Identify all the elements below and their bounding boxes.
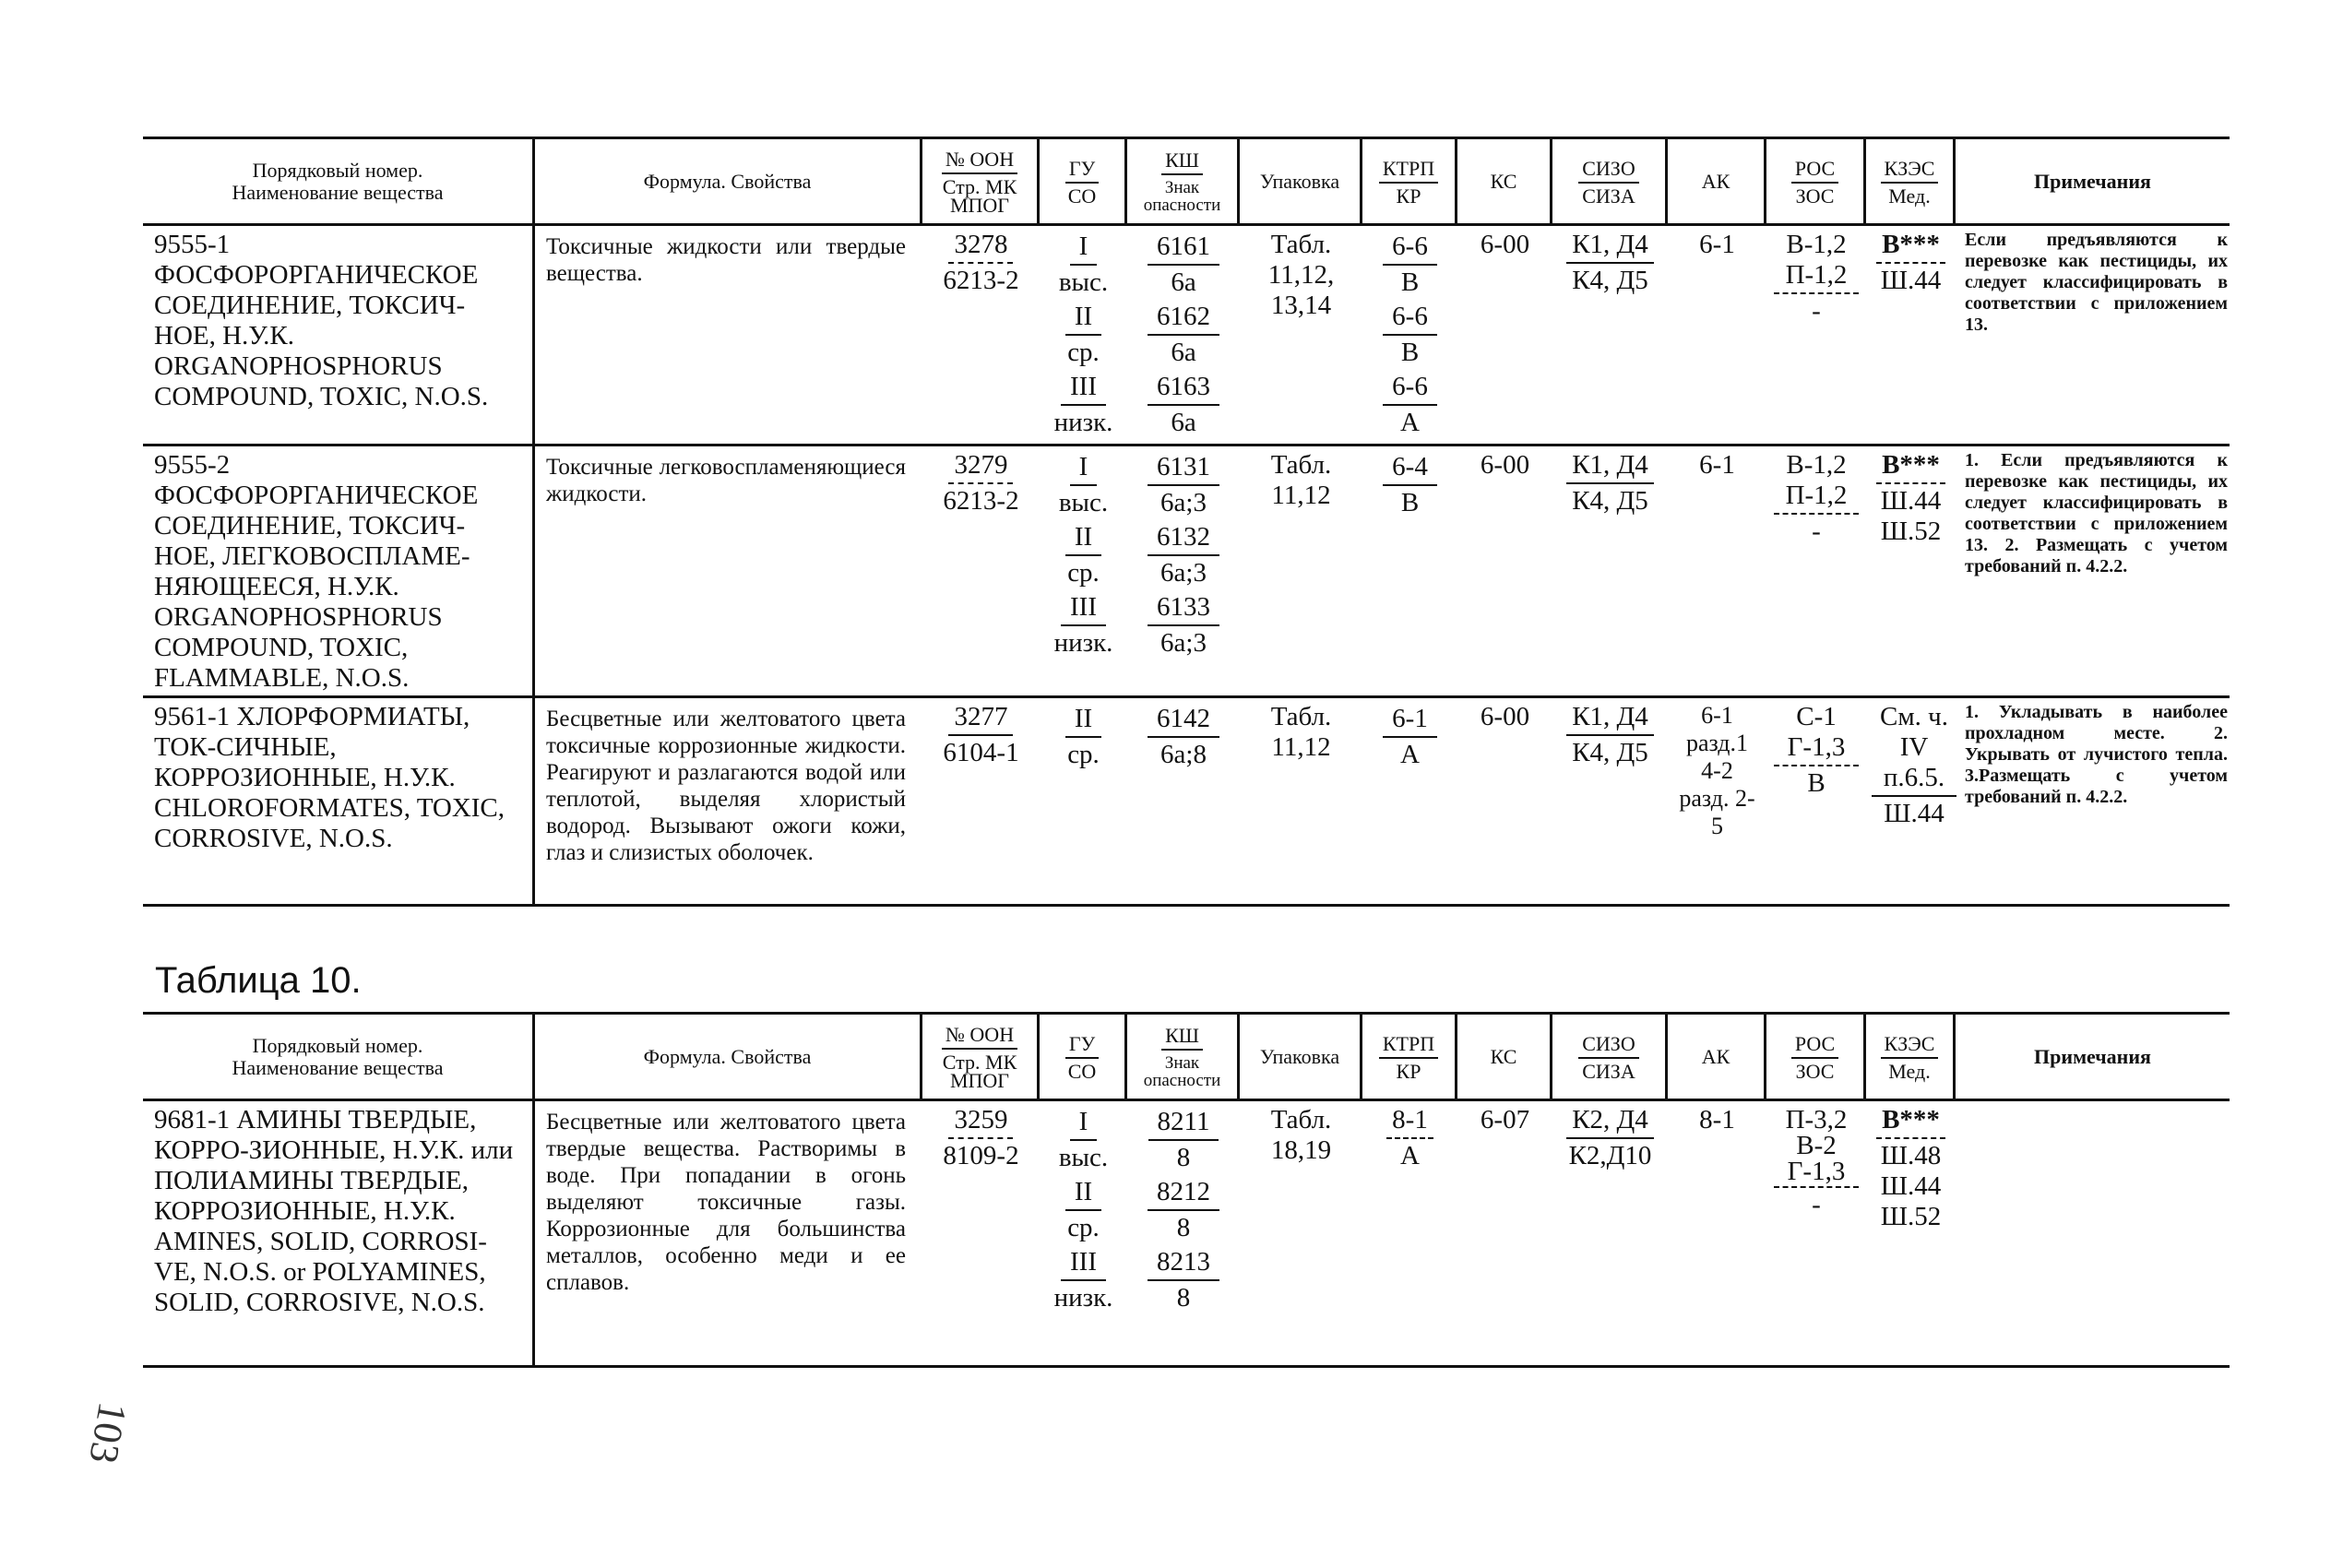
header-ksh: $\frac{КШ}{\text{Знак опасности}}$ (1127, 1015, 1240, 1099)
substance-name: 9555-2 ФОСФОРОРГАНИЧЕСКОЕ СОЕДИНЕНИЕ, ТОКСИЧ-НОЕ, ЛЕГКОВОСПЛАМЕ-НЯЮЩЕЕСЯ, Н.У.К. ORGANOPHOSPHORUS COMPOUND, TOXIC, FLAMMABLE, N.O.S. (143, 446, 535, 695)
table-row (143, 226, 2230, 446)
header-ros: $\frac{\text{РОС}}{\text{ЗОС}}$ (1766, 1015, 1866, 1099)
un-number: $\frac{3278}{6213-2}$ (943, 230, 1019, 295)
header-gu: $\frac{ГУ}{СО}$ (1040, 139, 1127, 223)
substance-formula: Бесцветные или желтоватого цвета токсичные коррозионные жидкости. Реагируют и разлагаются водой или теплотой, выделяя хлористый водород. Вызывают ожоги кожи, глаз и слизистых оболочек. (546, 707, 906, 865)
table-caption: Таблица 10. (155, 960, 362, 1001)
substance-name: 9681-1 АМИНЫ ТВЕРДЫЕ, КОРРО-ЗИОННЫЕ, Н.У.К. или ПОЛИАМИНЫ ТВЕРДЫЕ, КОРРОЗИОННЫЕ, Н.У.К. AMINES, SOLID, CORROSI-VE, N.O.S. or POLYAMINES, SOLID, CORROSIVE, N.O.S. (143, 1101, 535, 1365)
gu-levels: I выс. II ср. III низк. (1053, 232, 1113, 437)
sizo: К1, Д4 К4, Д5 (1552, 446, 1668, 695)
table-9 (143, 137, 2230, 907)
un-number: $\frac{3277}{6104-1}$ (943, 702, 1019, 767)
gu-levels: II ср. (1040, 698, 1127, 904)
table-header (143, 137, 2230, 226)
sizo: К1, Д4 К4, Д5 (1552, 698, 1668, 904)
ks: 6-00 (1480, 450, 1530, 480)
header-pack: Упаковка (1240, 139, 1362, 223)
ktrp: 8-1 А (1362, 1101, 1457, 1365)
gu-levels: I выс. II ср. III низк. (1053, 1107, 1113, 1313)
sizo: К2, Д4 К2,Д10 (1552, 1101, 1668, 1365)
substance-formula: Бесцветные или желтоватого цвета твердые вещества. Растворимы в воде. При попадании в огонь выделяют токсичные газы. Коррозионные для большинства металлов, особенно меди и ее сплавов. (546, 1110, 906, 1295)
header-notes: Примечания (2034, 1044, 2151, 1068)
un-number: $\frac{3259}{8109-2}$ (943, 1105, 1019, 1170)
ros: С-1 Г-1,3 В (1766, 698, 1866, 904)
header-name: Порядковый номер. Наименование вещества (143, 1015, 535, 1099)
table-row (143, 1101, 2230, 1368)
table-row (143, 446, 2230, 698)
ktrp: 6-6 В 6-6 В 6-6 А (1362, 226, 1457, 444)
packaging: Табл. 11,12, 13,14 (1267, 230, 1335, 320)
packaging: Табл. 18,19 (1270, 1105, 1332, 1165)
header-ros: $\frac{\text{РОС}}{\text{ЗОС}}$ (1766, 139, 1866, 223)
ak: 6-1 (1699, 230, 1735, 259)
ksh-codes: 8211 8 8212 8 8213 8 (1127, 1101, 1240, 1365)
header-kzes: $\frac{\text{КЗЭС}}{\text{Мед.}}$ (1866, 139, 1956, 223)
substance-name: 9555-1 ФОСФОРОРГАНИЧЕСКОЕ СОЕДИНЕНИЕ, ТОКСИЧ-НОЕ, Н.У.К. ORGANOPHOSPHORUS COMPOUND, TOXIC, N.O.S. (143, 226, 535, 444)
un-number: $\frac{3279}{6213-2}$ (943, 450, 1019, 516)
header-sizo: $\frac{\text{СИЗО}}{\text{СИЗА}}$ (1552, 139, 1668, 223)
header-ak: АК (1668, 1015, 1766, 1099)
header-name: Порядковый номер. Наименование вещества (143, 139, 535, 223)
header-formula: Формула. Свойства (535, 139, 922, 223)
header-pack: Упаковка (1240, 1015, 1362, 1099)
header-sizo: $\frac{\text{СИЗО}}{\text{СИЗА}}$ (1552, 1015, 1668, 1099)
header-un: $\frac{\text{№ ООН}}{\text{Стр. МК МПОГ}}$ (922, 1015, 1040, 1099)
sizo: К1, Д4 К4, Д5 (1552, 226, 1668, 444)
header-un: $\frac{\text{№ ООН}}{\text{Стр. МК МПОГ}}$ (922, 139, 1040, 223)
header-ktrp: $\frac{\text{КТРП}}{КР}$ (1362, 1015, 1457, 1099)
header-ks: КС (1457, 1015, 1552, 1099)
ak: 8-1 (1699, 1105, 1735, 1134)
ksh-codes: 6142 6а;8 (1127, 698, 1240, 904)
notes: 1. Если предъявляются к перевозке как пестициды, их следует классифицировать в соответствии с приложением 13. 2. Размещать с учетом требований п. 4.2.2. (1965, 450, 2228, 576)
header-ksh: $\frac{КШ}{\text{Знак опасности}}$ (1127, 139, 1240, 223)
table-row (143, 698, 2230, 907)
table-header (143, 1012, 2230, 1101)
ros: В-1,2 П-1,2 - (1766, 226, 1866, 444)
notes (1956, 1101, 2230, 1365)
ros: В-1,2 П-1,2 - (1766, 446, 1866, 695)
packaging: Табл. 11,12 (1270, 450, 1332, 510)
kzes: В*** Ш.44 Ш.52 (1866, 446, 1956, 695)
ktrp: 6-1 А (1362, 698, 1457, 904)
header-gu: $\frac{ГУ}{СО}$ (1040, 1015, 1127, 1099)
ros: П-3,2 В-2 Г-1,3 - (1766, 1101, 1866, 1365)
ks: 6-00 (1480, 230, 1530, 259)
ks: 6-07 (1480, 1105, 1530, 1134)
notes: 1. Укладывать в наиболее прохладном месте. 2. Укрывать от лучистого тепла. 3.Размещать с учетом требований п. 4.2.2. (1965, 702, 2228, 807)
header-ks: КС (1457, 139, 1552, 223)
ktrp: 6-4 В (1362, 446, 1457, 695)
page-number: 103 (80, 1398, 136, 1467)
gu-levels: I выс. II ср. III низк. (1053, 452, 1113, 658)
kzes: В*** Ш.48 Ш.44 Ш.52 (1866, 1101, 1956, 1365)
ak: 6-1 (1699, 450, 1735, 480)
header-ak: АК (1668, 139, 1766, 223)
substance-formula: Токсичные легковоспламеняющиеся жидкости. (546, 455, 906, 506)
kzes: См. ч. IV п.6.5. Ш.44 (1866, 698, 1956, 904)
kzes: В*** Ш.44 (1866, 226, 1956, 444)
table-10 (143, 1012, 2230, 1368)
ks: 6-00 (1480, 702, 1530, 731)
ksh-codes: 6161 6а 6162 6а 6163 6а (1127, 226, 1240, 444)
notes: Если предъявляются к перевозке как пестициды, их следует классифицировать в соответствии с приложением 13. (1965, 230, 2228, 335)
header-ktrp: $\frac{\text{КТРП}}{КР}$ (1362, 139, 1457, 223)
packaging: Табл. 11,12 (1270, 702, 1332, 762)
header-formula: Формула. Свойства (535, 1015, 922, 1099)
ak: 6-1 разд.1 4-2 разд. 2-5 (1679, 702, 1755, 839)
ksh-codes: 6131 6а;3 6132 6а;3 6133 6а;3 (1127, 446, 1240, 695)
substance-name: 9561-1 ХЛОРФОРМИАТЫ, ТОК-СИЧНЫЕ, КОРРОЗИОННЫЕ, Н.У.К. CHLOROFORMATES, TOXIC, CORROSIVE, N.O.S. (143, 698, 535, 904)
header-kzes: $\frac{\text{КЗЭС}}{\text{Мед.}}$ (1866, 1015, 1956, 1099)
header-notes: Примечания (2034, 169, 2151, 193)
substance-formula: Токсичные жидкости или твердые вещества. (546, 234, 906, 286)
